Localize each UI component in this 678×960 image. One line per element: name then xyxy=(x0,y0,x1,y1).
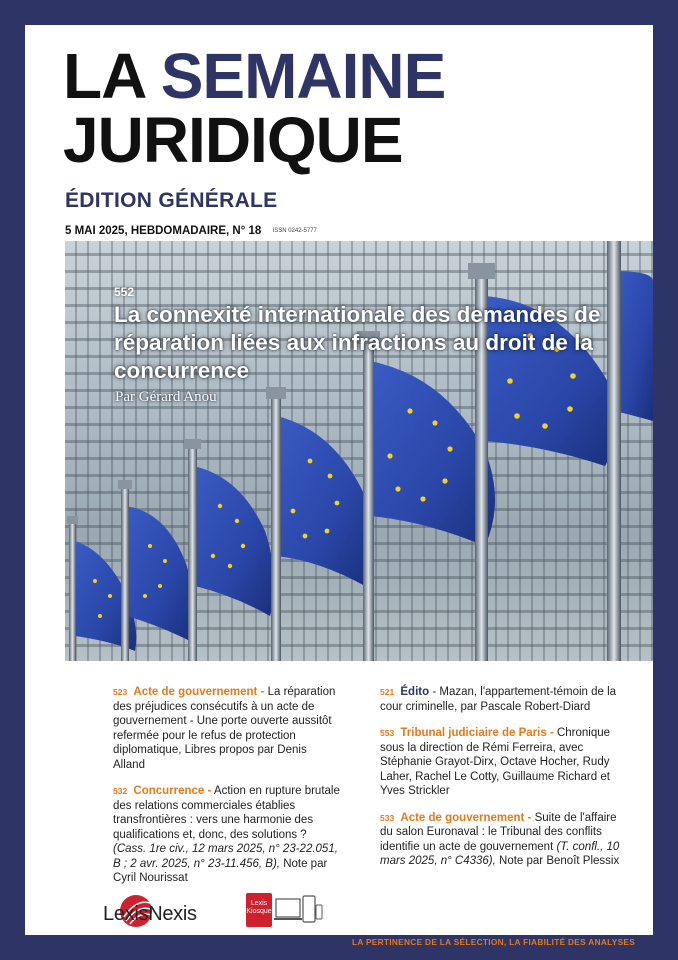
contents-right-column xyxy=(380,685,625,881)
entry-number: 521 xyxy=(380,687,395,697)
issue-date: 5 MAI 2025, HEBDOMADAIRE, N° 18 xyxy=(65,225,262,237)
edition-label: ÉDITION GÉNÉRALE xyxy=(65,189,278,212)
entry-topic: Édito xyxy=(400,686,430,698)
cover-author: Par Gérard Anou xyxy=(115,389,217,405)
entry-text: Suite de l'affaire du salon Euronaval : le Tribunal des conflits identifie un acte de gouvernement xyxy=(380,811,617,853)
pole-3 xyxy=(188,446,197,661)
pole-4 xyxy=(271,396,281,661)
cover-article-number: 552 xyxy=(114,285,135,299)
kiosk-line2: Kiosque xyxy=(246,908,272,915)
title-la: LA xyxy=(63,40,144,112)
entry-note: Note par Benoît Plessix xyxy=(499,855,620,867)
flag-2 xyxy=(125,506,194,641)
contents-entry xyxy=(380,726,625,799)
pole-1 xyxy=(69,521,76,661)
entry-text: Chronique sous la direction de Rémi Ferreira, avec Stéphanie Grayot-Dirx, Octave Hocher, Rudy Laher, Rachel Le Cotty, Guillaume Richard et Yves Strickler xyxy=(380,727,611,797)
entry-note: Note par Cyril Nourissat xyxy=(113,857,328,884)
entry-citation: (Cass. 1re civ., 12 mars 2025, n° 23-22.051, B ; 2 avr. 2025, n° 23-11.456, B), xyxy=(113,843,338,870)
flag-4 xyxy=(277,416,373,586)
kiosk-line1: Lexis xyxy=(250,900,268,907)
cover-headline: La connexité internationale des demandes de réparation liées aux infractions au droit de la concurrence xyxy=(114,302,601,383)
entry-citation: (T. confl., 10 mars 2025, n° C4336), xyxy=(380,840,620,867)
entry-text: Action en rupture brutale des relations commerciales établies transfrontières : vers une harmonie des qualifications et, donc, des solutions ? xyxy=(113,785,340,841)
entry-number: 532 xyxy=(113,786,128,796)
issn: ISSN 0242-5777 xyxy=(272,227,317,234)
entry-number: 533 xyxy=(380,812,395,823)
contents-entry xyxy=(113,685,341,772)
flag-3 xyxy=(193,466,274,616)
lexis-kiosque-badge xyxy=(246,893,272,927)
entry-number: 553 xyxy=(380,728,395,738)
footer-tagline: LA PERTINENCE DE LA SÉLECTION, LA FIABILITÉ DES ANALYSES xyxy=(352,937,636,947)
entry-topic: Acte de gouvernement - xyxy=(400,811,532,824)
cover-photo xyxy=(65,241,653,661)
entry-topic: Tribunal judiciaire de Paris - xyxy=(400,727,554,739)
entry-topic: Acte de gouvernement - xyxy=(133,686,265,698)
entry-number: 523 xyxy=(113,687,128,697)
devices-icon xyxy=(275,895,323,927)
contents-entry xyxy=(380,811,625,869)
contents-left-column xyxy=(113,685,341,898)
contents-entry xyxy=(380,685,625,714)
contents-entry xyxy=(113,784,341,886)
masthead-title-line1 xyxy=(63,41,445,111)
entry-text: - Mazan, l'appartement-témoin de la cour criminelle, par Pascale Robert-Diard xyxy=(380,686,617,713)
title-semaine: SEMAINE xyxy=(160,40,446,112)
entry-text: La réparation des préjudices consécutifs à un acte de gouvernement - Une porte ouverte aussitôt refermée pour le refus de protection diplomatique, Libres propos par Denis Alland xyxy=(113,686,336,771)
entry-topic: Concurrence - xyxy=(133,785,212,797)
issue-info xyxy=(65,225,317,237)
magazine-cover xyxy=(25,25,653,947)
pole-2 xyxy=(121,486,129,661)
publisher-name: LexisNexis xyxy=(103,903,197,925)
pole-5 xyxy=(363,341,374,661)
masthead-title-line2: JURIDIQUE xyxy=(63,104,403,176)
